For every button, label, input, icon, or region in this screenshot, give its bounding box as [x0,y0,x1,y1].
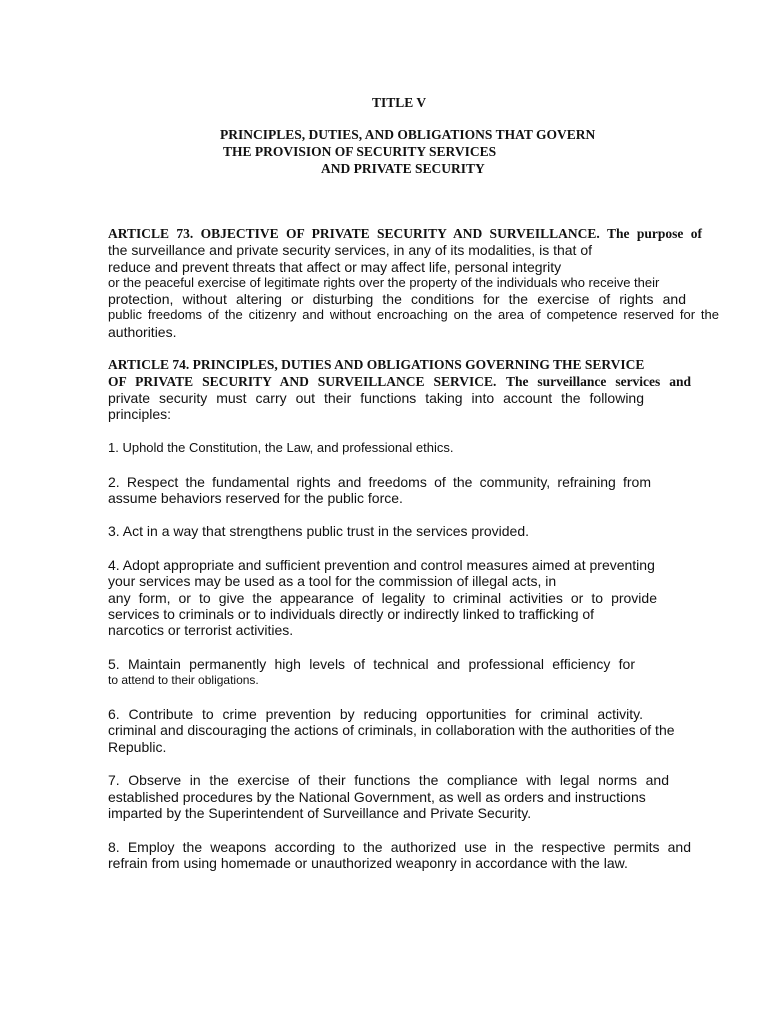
title-heading: TITLE V [372,95,427,110]
article-73-lead: The purpose of [606,226,702,241]
article-74-line: principles: [108,406,172,422]
article-73-line: reduce and prevent threats that affect or may affect life, personal integrity [108,259,562,275]
principle-8-line: refrain from using homemade or unauthorized weaponry in accordance with the law. [108,855,628,871]
principle-2-line: 2. Respect the fundamental rights and freedoms of the community, refraining from [108,474,651,490]
principle-6-line: 6. Contribute to crime prevention by reducing opportunities for criminal activity. [108,706,643,722]
article-74-title-line-2 [108,374,691,390]
principle-4-line: narcotics or terrorist activities. [108,622,294,638]
subtitle-line-2: THE PROVISION OF SECURITY SERVICES [223,144,497,159]
principle-5-line: to attend to their obligations. [108,673,259,687]
article-73-heading [108,226,702,242]
principle-1: 1. Uphold the Constitution, the Law, and professional ethics. [108,440,454,455]
principle-4-line: 4. Adopt appropriate and sufficient prevention and control measures aimed at preventing [108,557,655,573]
principle-4-line: any form, or to give the appearance of legality to criminal activities or to provide [108,590,657,606]
article-73-line: authorities. [108,324,177,340]
article-74-title-line-1: ARTICLE 74. PRINCIPLES, DUTIES AND OBLIGATIONS GOVERNING THE SERVICE [108,357,645,372]
principle-5-line: 5. Maintain permanently high levels of technical and professional efficiency for [108,656,635,672]
subtitle-line-3: AND PRIVATE SECURITY [321,161,485,176]
principle-7-line: established procedures by the National Government, as well as orders and instructions [108,789,646,805]
principle-6-line: Republic. [108,739,167,755]
article-73-line: protection, without altering or disturbing the conditions for the exercise of rights and [108,291,686,307]
principle-7-line: imparted by the Superintendent of Surveillance and Private Security. [108,805,532,821]
subtitle-line-1: PRINCIPLES, DUTIES, AND OBLIGATIONS THAT GOVERN [220,127,596,142]
article-74-lead: The surveillance services and [505,374,691,389]
article-74-line: private security must carry out their functions taking into account the following [108,390,644,406]
principle-2-line: assume behaviors reserved for the public force. [108,490,403,506]
principle-4-line: your services may be used as a tool for the commission of illegal acts, in [108,573,557,589]
principle-8-line: 8. Employ the weapons according to the authorized use in the respective permits and [108,839,691,855]
article-73-line: public freedoms of the citizenry and without encroaching on the area of competence reserved for the [108,307,719,322]
article-74-title-line-2-text: OF PRIVATE SECURITY AND SURVEILLANCE SERVICE. [108,374,497,389]
principle-6-line: criminal and discouraging the actions of criminals, in collaboration with the authorities of the [108,722,675,738]
article-73-line: the surveillance and private security services, in any of its modalities, is that of [108,242,592,258]
principle-4-line: services to criminals or to individuals directly or indirectly linked to trafficking of [108,606,595,622]
article-73-title: ARTICLE 73. OBJECTIVE OF PRIVATE SECURITY AND SURVEILLANCE. [108,226,600,241]
article-73-line: or the peaceful exercise of legitimate rights over the property of the individuals who receive their [108,275,660,290]
principle-3: 3. Act in a way that strengthens public trust in the services provided. [108,523,529,539]
principle-7-line: 7. Observe in the exercise of their functions the compliance with legal norms and [108,772,669,788]
